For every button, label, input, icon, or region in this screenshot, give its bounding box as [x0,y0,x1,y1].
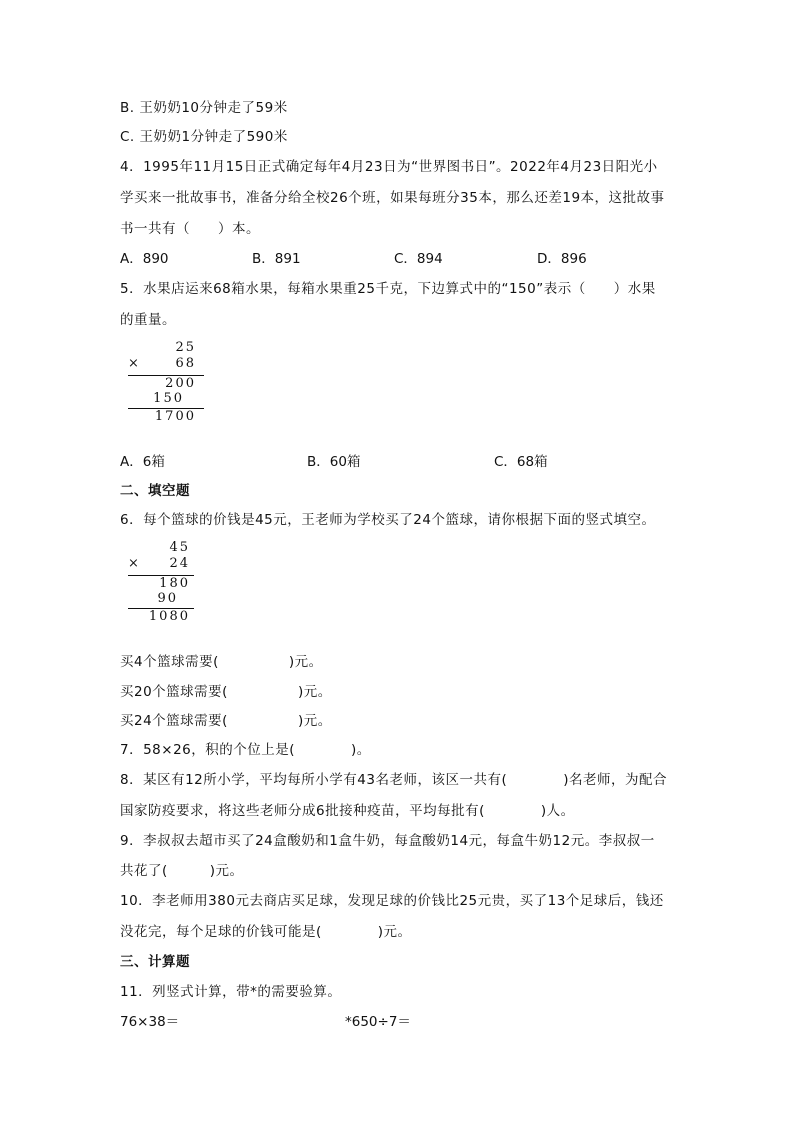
partial-product-2: 150 [153,391,184,406]
option-c-q4: C．894 [394,251,443,267]
partial-product-1: 180 [159,576,190,591]
q4-line2: 学买来一批故事书，准备分给全校26个班，如果每班分35本，那么还差19本，这批故事 [120,190,665,206]
product: 1080 [148,609,190,624]
q5-line2: 的重量。 [120,312,176,328]
option-d-q4: D．896 [537,251,587,267]
section-title-calculation: 三、计算题 [120,954,190,970]
product: 1700 [154,409,196,424]
q10-line2: 没花完，每个足球的价钱可能是( )元。 [120,924,412,940]
partial-product-1: 200 [165,376,196,391]
q11-text: 11．列竖式计算，带*的需要验算。 [120,984,342,1000]
q5-vertical-multiplication [128,340,204,428]
q11-expression-2: *650÷7＝ [345,1014,411,1030]
option-c-q5: C．68箱 [494,454,548,470]
times-sign: × [128,556,139,571]
multiplicand: 25 [175,340,196,355]
option-a-q5: A．6箱 [120,454,165,470]
q7-text: 7．58×26，积的个位上是( )。 [120,742,371,758]
q6-blank-2: 买20个篮球需要( )元。 [120,684,332,700]
partial-product-2: 90 [157,591,178,606]
q6-vertical-multiplication [128,540,194,630]
q6-blank-3: 买24个篮球需要( )元。 [120,713,332,729]
option-a-q4: A．890 [120,251,169,267]
q10-line1: 10．李老师用380元去商店买足球，发现足球的价钱比25元贵，买了13个足球后，钱还 [120,893,664,909]
q6-text: 6．每个篮球的价钱是45元，王老师为学校买了24个篮球，请你根据下面的竖式填空。 [120,512,656,528]
option-b-q3: B. 王奶奶10分钟走了59米 [120,100,288,116]
q4-line3: 书一共有（ ）本。 [120,221,260,237]
q9-line1: 9．李叔叔去超市买了24盒酸奶和1盒牛奶，每盒酸奶14元，每盒牛奶12元。李叔叔一 [120,833,655,849]
option-b-q4: B．891 [252,251,301,267]
option-c-q3: C. 王奶奶1分钟走了590米 [120,129,288,145]
q5-line1: 5．水果店运来68箱水果，每箱水果重25千克，下边算式中的“150”表示（ ）水果 [120,281,656,297]
q8-line1: 8．某区有12所小学，平均每所小学有43名老师，该区一共有( )名老师，为配合 [120,772,667,788]
q11-expression-1: 76×38＝ [120,1014,180,1030]
option-b-q5: B．60箱 [307,454,361,470]
q8-line2: 国家防疫要求，将这些老师分成6批接种疫苗，平均每批有( )人。 [120,803,575,819]
multiplicand: 45 [169,540,190,555]
q9-line2: 共花了( )元。 [120,863,244,879]
multiplier: 24 [169,556,190,571]
q6-blank-1: 买4个篮球需要( )元。 [120,654,323,670]
times-sign: × [128,356,139,371]
q4-line1: 4．1995年11月15日正式确定每年4月23日为“世界图书日”。2022年4月23日阳光小 [120,159,658,175]
multiplier: 68 [175,356,196,371]
section-title-fill-in: 二、填空题 [120,483,190,499]
